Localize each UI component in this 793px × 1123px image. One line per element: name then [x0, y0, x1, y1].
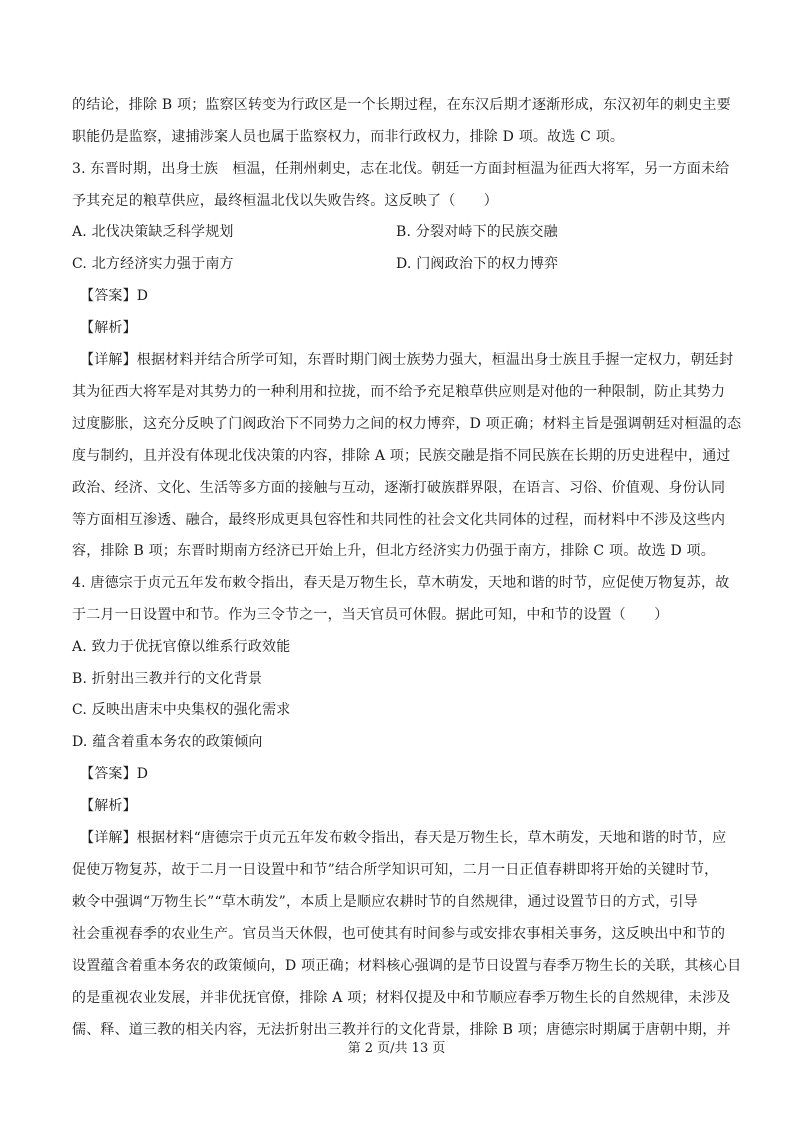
- text-line: 的结论，排除 B 项；监察区转变为行政区是一个长期过程，在东汉后期才逐渐形成，东汉初年的刺史主要: [72, 97, 731, 113]
- q3-detail-line: 过度膨胀，这充分反映了门阀政治下不同势力之间的权力博弈，D 项正确；材料主旨是强调朝廷对桓温的态: [72, 416, 742, 432]
- q3-detail-line: 容，排除 B 项；东晋时期南方经济已开始上升，但北方经济实力仍强于南方，排除 C 项。故选 D 项。: [72, 543, 715, 559]
- q4-analysis-heading: 【解析】: [80, 798, 137, 814]
- q4-detail-line: 设置蕴含着重本务农的政策倾向，D 项正确；材料核心强调的是节日设置与春季万物生长的关联，其核心目: [72, 958, 742, 974]
- q4-option-b: B. 折射出三教并行的文化背景: [72, 671, 263, 687]
- question-4-stem-line: 于二月一日设置中和节。作为三令节之一，当天官员可休假。据此可知，中和节的设置（ ）: [72, 607, 669, 623]
- q3-answer: 【答案】D: [80, 288, 149, 304]
- question-3-stem-line: 予其充足的粮草供应，最终桓温北伐以失败告终。这反映了（ ）: [72, 193, 498, 209]
- q3-detail-line: 【详解】根据材料并结合所学可知，东晋时期门阀士族势力强大，桓温出身士族且手握一定权力，朝廷封: [80, 352, 734, 368]
- q3-option-c: C. 北方经济实力强于南方: [72, 256, 234, 272]
- q3-detail-line: 度与制约，且并没有体现北伐决策的内容，排除 A 项；民族交融是指不同民族在长期的历史进程中，通过: [72, 448, 731, 464]
- text-line: 职能仍是监察，逮捕涉案人员也属于监察权力，而非行政权力，排除 D 项。故选 C 项。: [72, 129, 625, 145]
- q3-option-b: B. 分裂对峙下的民族交融: [396, 224, 558, 240]
- q3-detail-line: 等方面相互渗透、融合，最终形成更具包容性和共同性的社会文化共同体的过程，而材料中不涉及这些内: [72, 512, 726, 528]
- q3-detail-line: 政治、经济、文化、生活等多方面的接触与互动，逐渐打破族群界限，在语言、习俗、价值观、身份认同: [72, 480, 726, 496]
- q3-analysis-heading: 【解析】: [80, 320, 137, 336]
- q3-option-d: D. 门阀政治下的权力博弈: [396, 256, 559, 272]
- q4-option-c: C. 反映出唐末中央集权的强化需求: [72, 702, 291, 718]
- q4-detail-line: 的是重视农业发展，并非优抚官僚，排除 A 项；材料仅提及中和节顺应春季万物生长的自然规律，未涉及: [72, 990, 731, 1006]
- q4-option-d: D. 蕴含着重本务农的政策倾向: [72, 734, 263, 750]
- page-number-footer: 第 2 页/共 13 页: [347, 1041, 446, 1056]
- q3-detail-line: 其为征西大将军是对其势力的一种利用和拉拢，而不给予充足粮草供应则是对他的一种限制，防止其势力: [72, 384, 726, 400]
- q4-answer: 【答案】D: [80, 766, 149, 782]
- q4-detail-line: 社会重视春季的农业生产。官员当天休假，也可使其有时间参与或安排农事相关事务，这反映出中和节的: [72, 926, 726, 942]
- q4-detail-line: 【详解】根据材料“唐德宗于贞元五年发布敕令指出，春天是万物生长，草木萌发，天地和谐的时节，应: [80, 830, 727, 846]
- q4-detail-line: 儒、释、道三教的相关内容，无法折射出三教并行的文化背景，排除 B 项；唐德宗时期属于唐朝中期，并: [72, 1022, 731, 1038]
- q4-detail-line: 敕令中强调“万物生长”“草木萌发”，本质上是顺应农耕时节的自然规律，通过设置节日的方式，引导: [72, 894, 698, 910]
- question-4-stem-line: 4. 唐德宗于贞元五年发布敕令指出，春天是万物生长，草木萌发，天地和谐的时节，应促使万物复苏，故: [72, 575, 730, 591]
- q4-detail-line: 促使万物复苏，故于二月一日设置中和节”结合所学知识可知，二月一日正值春耕即将开始的关键时节，: [72, 862, 719, 878]
- q4-option-a: A. 致力于优抚官僚以维系行政效能: [72, 639, 291, 655]
- question-3-stem-line: 3. 东晋时期，出身士族 桓温，任荆州刺史，志在北伐。朝廷一方面封桓温为征西大将军，另一方面未给: [72, 161, 730, 177]
- q3-option-a: A. 北伐决策缺乏科学规划: [72, 224, 234, 240]
